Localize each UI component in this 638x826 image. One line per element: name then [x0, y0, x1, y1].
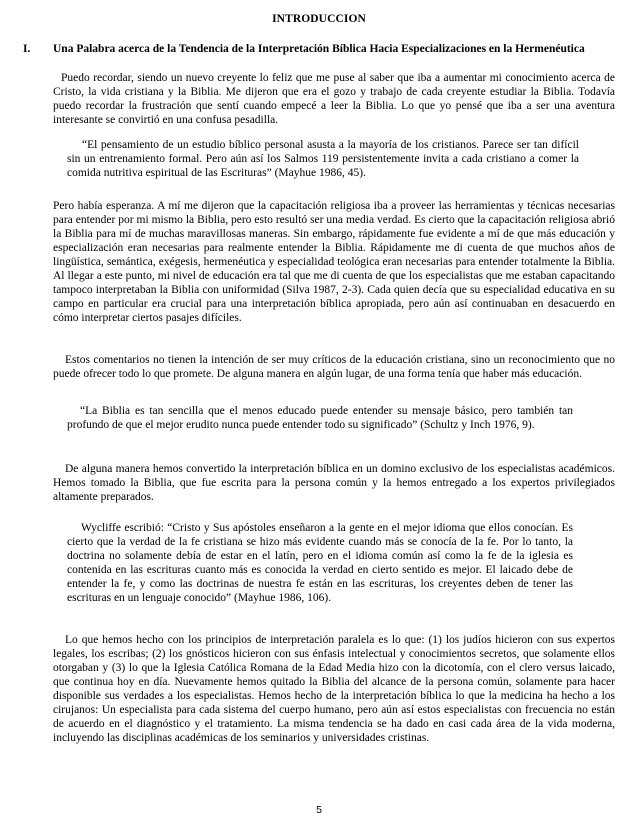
- section-number: I.: [23, 43, 31, 55]
- paragraph-principles: Lo que hemos hecho con los principios de interpretación paralela es lo que: (1) los judíos hicieron con sus expertos legales, los escribas; (2) los gnósticos hicieron con sus énfasis intelectual y conocimientos secretos, que solamente ellos otorgaban y (3) lo que la Iglesia Católica Romana de la Edad Media hizo con la dicotomía, con el clero versus laicado, que continua hoy en día. Nuevamente hemos quitado la Biblia del alcance de la persona común, solamente para hacer disponible sus verdades a los especialistas. Hemos hecho de la interpretación bíblica lo que la medicina ha hecho a los cirujanos: Un especialista para cada sistema del cuerpo humano, pero aún así estos especialistas con frecuencia no están de acuerdo en el diagnóstico y el tratamiento. La misma tendencia se ha dado en casi cada área de la vida moderna, incluyendo las disciplinas académicas de los seminarios y universidades cristinas.: [53, 634, 615, 744]
- page-number: 5: [316, 804, 322, 816]
- quote-mayhue-45: “El pensamiento de un estudio bíblico personal asusta a la mayoría de los cristianos. Parece ser tan difícil sin un entrenamiento formal. Pero aún así los Salmos 119 persistentemente invita a cada cristiano a comer la comida nutritiva espiritual de las Escrituras” (Mayhue 1986, 45).: [67, 139, 579, 179]
- paragraph-intro: Puedo recordar, siendo un nuevo creyente lo feliz que me puse al saber que iba a aumentar mi conocimiento acerca de Cristo, la vida cristiana y la Biblia. Me dijeron que era el gozo y trabajo de cada creyente estudiar la Biblia. Todavía puedo recordar la frustración que sentí cuando empecé a leer la Biblia. Lo que yo pensé que iba a ser una aventura interesante se convirtió en una confusa pesadilla.: [53, 72, 615, 126]
- paragraph-hope: Pero había esperanza. A mí me dijeron que la capacitación religiosa iba a proveer las herramientas y técnicas necesarias para entender por mi mismo la Biblia, pero esto resultó ser una media verdad. Es cierto que la capacitación religiosa abrió la Biblia para mí de muchas maravillosas maneras. Sin embargo, rápidamente fue evidente a mí de que más educación y especialización eran necesarias para realmente entender la Biblia. Rápidamente me di cuenta de que muchos años de lingüística, semántica, exégesis, hermenéutica y especialidad teológica eran necesarias para entender totalmente la Biblia. Al llegar a este punto, mi nivel de educación era tal que me di cuenta de que los especialistas que me estaban capacitando tampoco interpretaban la Biblia con uniformidad (Silva 1987, 2-3). Cada quien decía que su especialidad educativa en su campo en particular era crucial para una interpretación bíblica apropiada, pero aún así continuaban en desacuerdo en cómo interpretar ciertos pasajes difíciles.: [53, 200, 615, 324]
- paragraph-comments: Estos comentarios no tienen la intención de ser muy críticos de la educación cristiana, sino un reconocimiento que no puede ofrecer todo lo que promete. De alguna manera en algún lugar, de una forma tenía que haber más educación.: [53, 354, 615, 380]
- quote-wycliffe: Wycliffe escribió: “Cristo y Sus apóstoles enseñaron a la gente en el mejor idioma que ellos conocían. Es cierto que la verdad de la fe cristiana se hizo más evidente cuando más se conocía de la fe. Por lo tanto, la doctrina no solamente debía de estar en el latín, pero en el idioma común así como la fe de la iglesia es contenida en las escrituras cuanto más es conocida la verdad en cierto sentido es mejor. El laicado debe de entender la fe, y como las doctrinas de nuestra fe están en las escrituras, los creyentes deben de tener las escrituras en un lenguaje conocido” (Mayhue 1986, 106).: [67, 522, 573, 604]
- paragraph-specialists: De alguna manera hemos convertido la interpretación bíblica en un domino exclusivo de los especialistas académicos. Hemos tomado la Biblia, que fue escrita para la persona común y la hemos entregado a los expertos privilegiados altamente preparados.: [53, 463, 615, 503]
- section-heading-text: Una Palabra acerca de la Tendencia de la Interpretación Bíblica Hacia Especializaciones en la Hermenéutica: [53, 43, 585, 55]
- page-title: INTRODUCCION: [272, 13, 366, 25]
- quote-schultz-inch: “La Biblia es tan sencilla que el menos educado puede entender su mensaje básico, pero también tan profundo de que el mejor erudito nunca puede entender todo su significado” (Schultz y Inch 1976, 9).: [67, 405, 573, 431]
